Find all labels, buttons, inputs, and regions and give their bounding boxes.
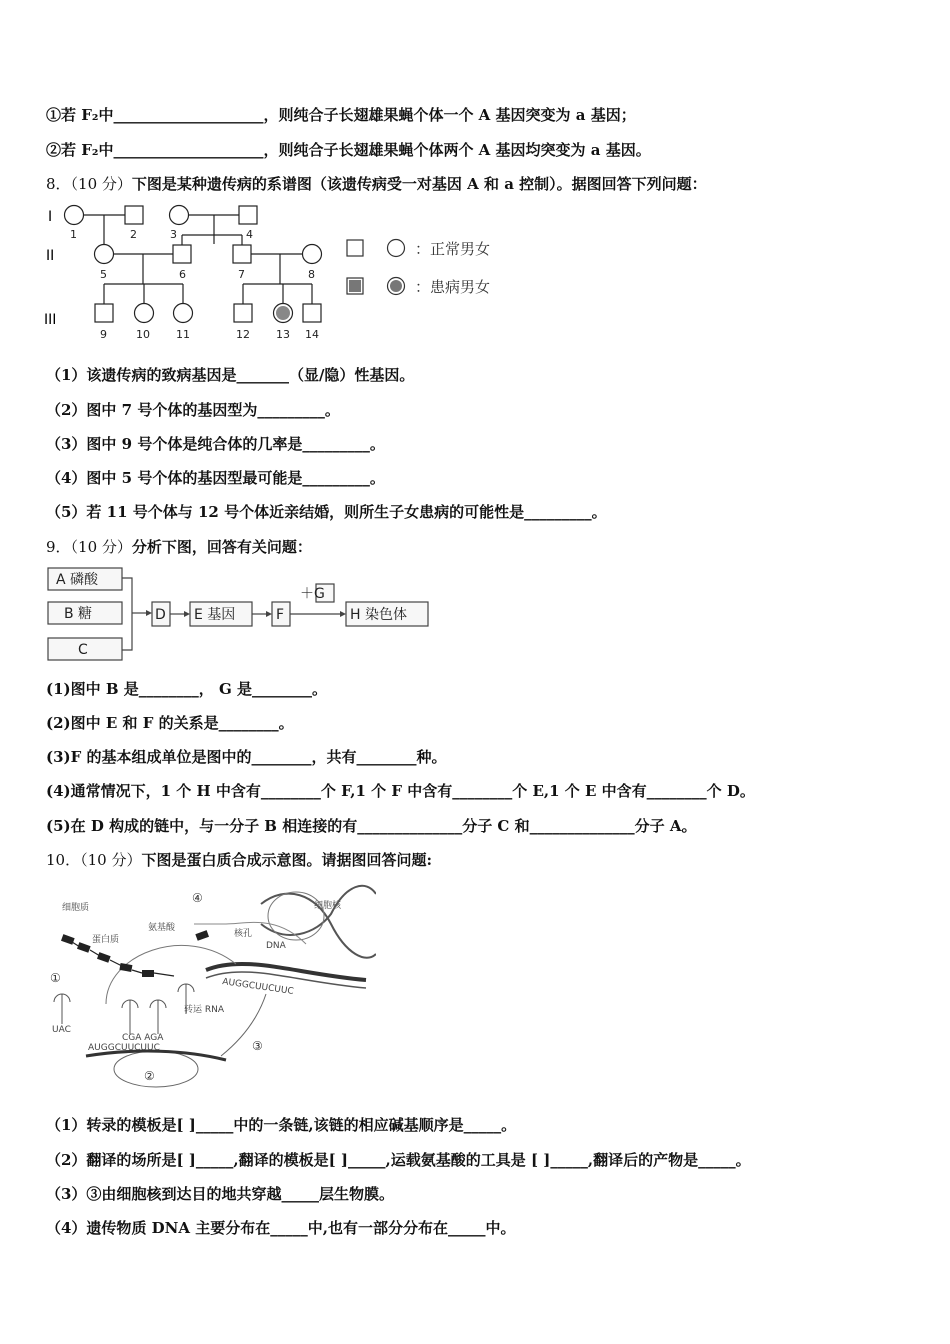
- individual-12: [234, 304, 252, 322]
- q9-sub-4: (4)通常情况下，1 个 H 中含有________个 F,1 个 F 中含有________个 E,1 个 E 中含有________个 D。: [46, 782, 755, 800]
- amino-acid-5: [142, 970, 154, 977]
- marker-3: ③: [252, 1039, 263, 1053]
- individual-number: 14: [305, 328, 319, 341]
- question-stem: 分析下图，回答有关问题：: [131, 538, 312, 556]
- label-nucleus: 细胞核: [314, 901, 342, 911]
- legend-normal-label: ：正常男女: [415, 240, 491, 258]
- label-d: D: [155, 607, 166, 623]
- question-number: 8．: [46, 175, 71, 193]
- q8-sub-1: （1）该遗传病的致病基因是_______（显/隐）性基因。: [46, 366, 415, 384]
- protein-synthesis-figure: [46, 884, 376, 1094]
- label-protein: 蛋白质: [92, 935, 120, 945]
- individual-5: [95, 245, 114, 264]
- individual-number: 8: [308, 268, 315, 281]
- amino-acid-4: [119, 963, 132, 972]
- q9-sub-1: (1)图中 B 是________， G 是________。: [46, 680, 328, 698]
- individual-2: [125, 206, 143, 224]
- marker-1: ①: [50, 971, 61, 985]
- label-c: C: [78, 642, 88, 658]
- individual-number: 13: [276, 328, 290, 341]
- legend-affected-label: ：患病男女: [415, 278, 491, 296]
- label-e-gene: E 基因: [194, 607, 236, 623]
- question-8-header: [46, 173, 707, 194]
- individual-7: [233, 245, 251, 263]
- marker-4: ④: [192, 891, 203, 905]
- individual-3: [170, 206, 189, 225]
- question-score: （10 分）: [80, 851, 142, 869]
- amino-acid-1: [61, 934, 75, 945]
- individual-10: [135, 304, 154, 323]
- question-score: （10 分）: [70, 175, 132, 193]
- individual-number: 3: [170, 228, 177, 241]
- trna-1: [54, 994, 70, 1024]
- q10-sub-3: （3）③由细胞核到达目的地共穿越_____层生物膜。: [46, 1185, 394, 1203]
- mrna-seq-ribosome: AUGGCUUCUUC: [88, 1043, 160, 1053]
- gene-structure-diagram: [44, 564, 444, 668]
- label-a-phosphate: A 磷酸: [56, 572, 99, 588]
- pedigree-chart: [40, 198, 520, 348]
- generation-label: II: [46, 248, 55, 264]
- label-pore: 核孔: [234, 929, 253, 939]
- mrna-strand: [86, 1051, 226, 1060]
- individual-9: [95, 304, 113, 322]
- question-score: （10 分）: [70, 538, 132, 556]
- label-dna: DNA: [266, 941, 286, 951]
- individual-number: 9: [100, 328, 107, 341]
- individual-number: 1: [70, 228, 77, 241]
- q8-sub-3: （3）图中 9 号个体是纯合体的几率是_________。: [46, 435, 385, 453]
- marker-2: ②: [144, 1069, 155, 1083]
- individual-number: 10: [136, 328, 150, 341]
- individual-8: [303, 245, 322, 264]
- mrna-seq-nucleus: AUGGCUUCUUC: [221, 977, 295, 997]
- individual-number: 4: [246, 228, 253, 241]
- label-trna: 转运 RNA: [184, 1005, 225, 1015]
- q8-sub-2: （2）图中 7 号个体的基因型为_________。: [46, 401, 340, 419]
- q9-sub-5: (5)在 D 构成的链中，与一分子 B 相连接的有______________分子 C 和______________分子 A。: [46, 817, 697, 835]
- question-stem: 下图是某种遗传病的系谱图（该遗传病受一对基因 A 和 a 控制）。据图回答下列问题：: [131, 175, 707, 193]
- anticodon-1: UAC: [52, 1025, 71, 1035]
- individual-14: [303, 304, 321, 322]
- question-10-header: [46, 849, 432, 870]
- q8-sub-4: （4）图中 5 号个体的基因型最可能是_________。: [46, 469, 385, 487]
- label-cytoplasm: 细胞质: [62, 903, 90, 913]
- question-number: 10．: [46, 851, 81, 869]
- individual-number: 11: [176, 328, 190, 341]
- question-7-line-1: ①若 F₂中____________________，则纯合子长翅雄果蝇个体一个 A 基因突变为 a 基因；: [46, 106, 636, 124]
- individual-number: 5: [100, 268, 107, 281]
- label-amino-acid: 氨基酸: [148, 923, 176, 933]
- trna-2: [122, 1000, 138, 1034]
- q10-sub-2: （2）翻译的场所是[ ]_____,翻译的模板是[ ]_____,运载氨基酸的工具是 [ ]_____,翻译后的产物是_____。: [46, 1151, 751, 1169]
- individual-11: [174, 304, 193, 323]
- question-stem: 下图是蛋白质合成示意图。请据图回答问题:: [141, 851, 432, 869]
- individual-number: 2: [130, 228, 137, 241]
- q9-sub-3: (3)F 的基本组成单位是图中的________，共有________种。: [46, 748, 447, 766]
- label-g: ＋G: [300, 586, 325, 602]
- amino-acid-3: [97, 952, 111, 963]
- individual-number: 12: [236, 328, 250, 341]
- individual-4: [239, 206, 257, 224]
- question-7-line-2: ②若 F₂中____________________，则纯合子长翅雄果蝇个体两个 A 基因均突变为 a 基因。: [46, 141, 651, 159]
- question-9-header: [46, 536, 312, 557]
- legend-normal-female-icon: [388, 240, 405, 257]
- label-h-chromosome: H 染色体: [350, 607, 407, 623]
- free-amino-acid: [195, 930, 209, 941]
- individual-6: [173, 245, 191, 263]
- individual-number: 6: [179, 268, 186, 281]
- legend-normal-male-icon: [347, 240, 363, 256]
- individual-number: 7: [238, 268, 245, 281]
- anticodon-2: CGA AGA: [122, 1033, 164, 1043]
- question-number: 9．: [46, 538, 71, 556]
- q8-sub-5: （5）若 11 号个体与 12 号个体近亲结婚，则所生子女患病的可能性是_________。: [46, 503, 607, 521]
- q9-sub-2: (2)图中 E 和 F 的关系是________。: [46, 714, 294, 732]
- trna-3: [150, 1000, 166, 1034]
- q10-sub-4: （4）遗传物质 DNA 主要分布在_____中,也有一部分分布在_____中。: [46, 1219, 516, 1237]
- generation-label: I: [48, 209, 53, 225]
- generation-label: III: [44, 312, 57, 328]
- ribosome: [114, 1051, 198, 1087]
- q10-sub-1: （1）转录的模板是[ ]_____中的一条链,该链的相应碱基顺序是_____。: [46, 1116, 517, 1134]
- label-b-sugar: B 糖: [64, 606, 93, 622]
- label-f: F: [276, 607, 285, 623]
- individual-1: [65, 206, 84, 225]
- amino-acid-2: [77, 942, 91, 953]
